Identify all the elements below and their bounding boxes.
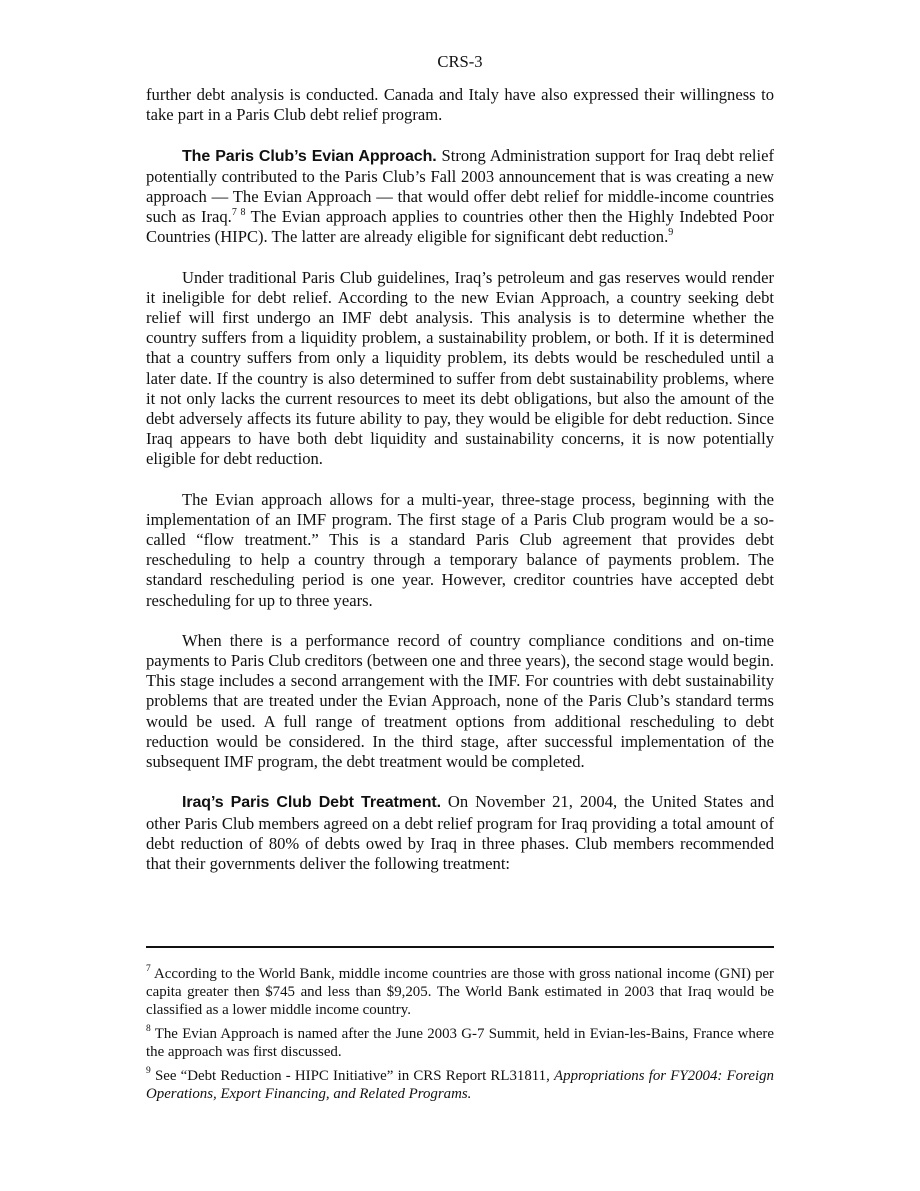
footnote-number: 9 [146,1066,151,1077]
paragraph-three-stage-process [146,490,774,611]
section-heading-iraq: Iraq’s Paris Club Debt Treatment. [182,794,441,812]
section-heading-evian: The Paris Club’s Evian Approach. [182,147,437,165]
paragraph-continuation [146,85,774,125]
paragraph-text: The Evian approach allows for a multi-year, three-stage process, beginning with the implementation of an IMF program. The first stage of a Paris Club program would be a so-called “flow treatment.” This is a standard Paris Club agreement that provides debt rescheduling to help a country through a temporary balance of payments problem. The standard rescheduling period is one year. However, creditor countries have accepted debt rescheduling for up to three years. [146,489,774,610]
paragraph-text: On November 21, 2004, the United States and other Paris Club members agreed on a debt relief program for Iraq providing a total amount of debt reduction of 80% of debts owed by Iraq in three phases. Club members recommended that their governments deliver the following treatment: [146,792,774,873]
paragraph-evian-approach [146,146,774,248]
page-header: CRS-3 [437,52,483,71]
footnote-7 [146,965,774,1019]
paragraph-text: When there is a performance record of country compliance conditions and on-time payments to Paris Club creditors (between one and three years), the second stage would begin. This stage includes a second arrangement with the IMF. For countries with debt sustainability problems that are treated under the Evian Approach, none of the Paris Club’s standard terms would be used. A full range of treatment options from additional rescheduling to debt reduction would be considered. In the third stage, after successful implementation of the subsequent IMF program, the debt treatment would be completed. [146,630,774,772]
paragraph-text: Strong Administration support for Iraq debt relief potentially contributed to the Paris Club’s Fall 2003 announcement that is was creating a new approach — The Evian Approach — that would offer debt relief for middle-income countries such as Iraq. [146,145,774,227]
footnote-text: According to the World Bank, middle income countries are those with gross national income (GNI) per capita greater then $745 and less than $9,205. The World Bank estimated in 2003 that Iraq would be classified as a lower middle income country. [146,966,774,1018]
footnote-ref-spacer [237,207,241,218]
paragraph-text: further debt analysis is conducted. Canada and Italy have also expressed their willingness to take part in a Paris Club debt relief program. [146,85,774,125]
footnote-number: 8 [146,1024,151,1035]
document-page [146,52,774,894]
footnote-divider [146,946,774,948]
paragraph-traditional-guidelines [146,268,774,470]
paragraph-iraq-debt-treatment [146,792,774,874]
footnote-text: See “Debt Reduction - HIPC Initiative” in CRS Report RL31811, [150,1068,555,1084]
footnote-text: The Evian Approach is named after the June 2003 G-7 Summit, held in Evian-les-Bains, France where the approach was first discussed. [146,1026,774,1060]
report-title: Appropriations for FY2004: Foreign Operations, Export Financing, and Related Programs. [146,1068,774,1102]
footnote-ref-7[interactable]: 7 [231,206,237,218]
paragraph-text: Under traditional Paris Club guidelines, Iraq’s petroleum and gas reserves would render it ineligible for debt relief. According to the new Evian Approach, a country seeking debt relief will first undergo an IMF debt analysis. This analysis is to determine whether the country suffers from a liquidity problem, a sustainability problem, or both. If it is determined that a country suffers from only a liquidity problem, its debts would be rescheduled until a later date. If the country is also determined to suffer from debt sustainability problems, where it not only lacks the current resources to meet its debt obligations, but also the amount of the debt adversely affects its future ability to pay, they would be eligible for debt reduction. Since Iraq appears to have both debt liquidity and sustainability concerns, it is now potentially eligible for debt reduction. [146,267,774,469]
footnote-number: 7 [146,964,151,975]
footnote-8 [146,1025,774,1061]
footnotes [146,965,774,1109]
paragraph-second-stage [146,631,774,772]
footnote-9 [146,1067,774,1103]
footnote-ref-9[interactable]: 9 [668,226,674,238]
footnote-ref-8[interactable]: 8 [240,206,246,218]
paragraph-text: The Evian approach applies to countries other then the Highly Indebted Poor Countries (HIPC). The latter are already eligible for significant debt reduction. [146,207,775,247]
